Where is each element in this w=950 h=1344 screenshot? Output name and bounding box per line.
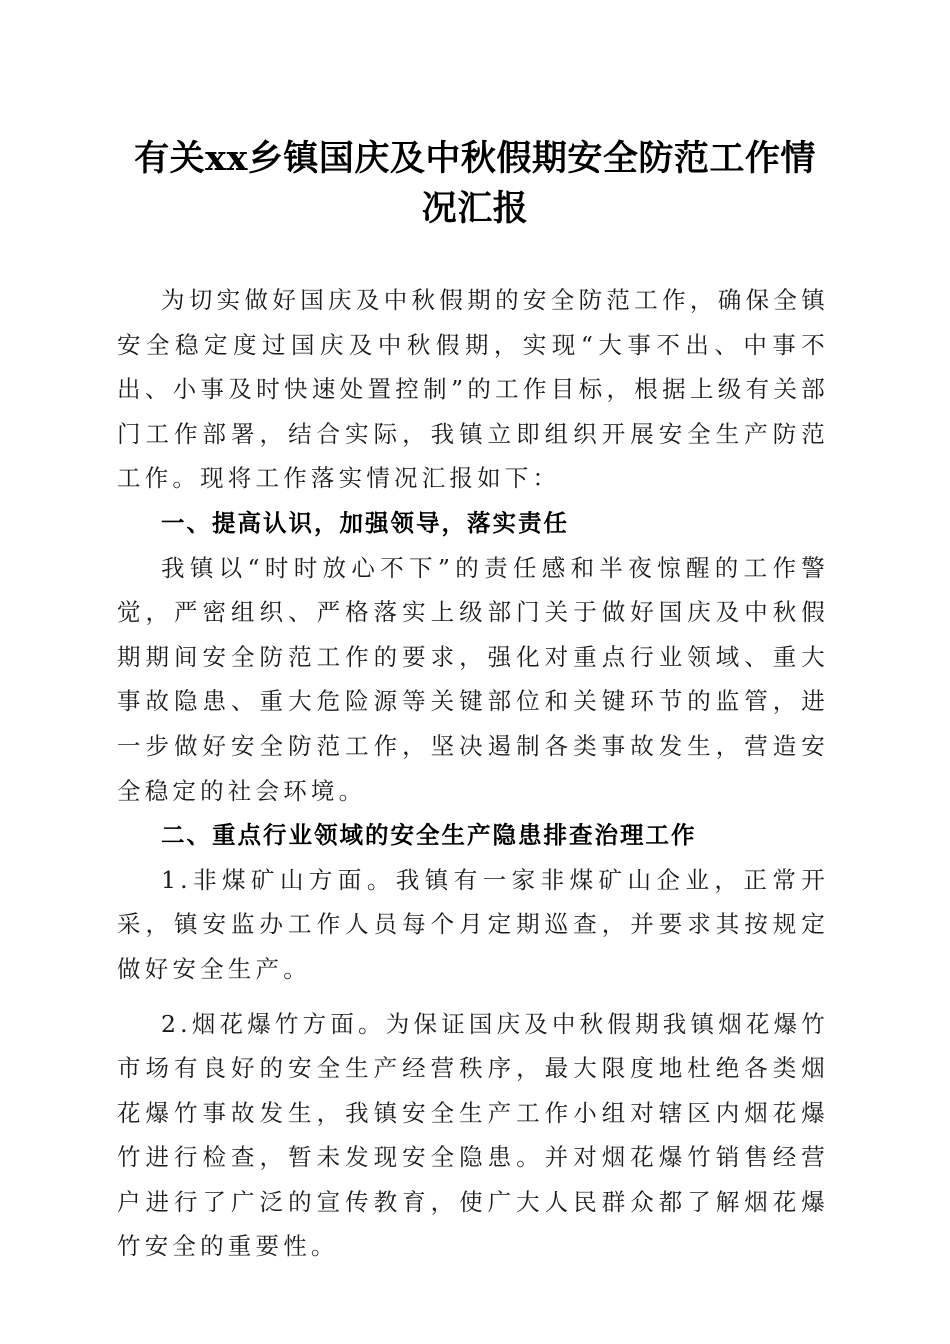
intro-paragraph: 为切实做好国庆及中秋假期的安全防范工作，确保全镇安全稳定度过国庆及中秋假期，实现“大事不出、中事不出、小事及时快速处置控制”的工作目标，根据上级有关部门工作部署，结合实际，我镇立即组织开展安全生产防范工作。现将工作落实情况汇报如下： [117,286,829,493]
section-2-item-1: 1.非煤矿山方面。我镇有一家非煤矿山企业，正常开采，镇安监办工作人员每个月定期巡查，并要求其按规定做好安全生产。 [117,865,829,983]
section-2-heading: 二、重点行业领域的安全生产隐患排查治理工作 [161,821,697,850]
section-1-heading: 一、提高认识，加强领导，落实责任 [161,508,569,537]
document-title: 有关xx乡镇国庆及中秋假期安全防范工作情况汇报 [134,138,816,229]
document-body [117,278,829,1269]
section-2-item-2: 2.烟花爆竹方面。为保证国庆及中秋假期我镇烟花爆竹市场有良好的安全生产经营秩序，最大限度地杜绝各类烟花爆竹事故发生，我镇安全生产工作小组对辖区内烟花爆竹进行检查，暂未发现安全隐患。并对烟花爆竹销售经营户进行了广泛的宣传教育，使广大人民群众都了解烟花爆竹安全的重要性。 [117,1009,829,1261]
section-1-paragraph: 我镇以“时时放心不下”的责任感和半夜惊醒的工作警觉，严密组织、严格落实上级部门关于做好国庆及中秋假期期间安全防范工作的要求，强化对重点行业领域、重大事故隐患、重大危险源等关键部位和关键环节的监管，进一步做好安全防范工作，坚决遏制各类事故发生，营造安全稳定的社会环境。 [117,553,829,805]
